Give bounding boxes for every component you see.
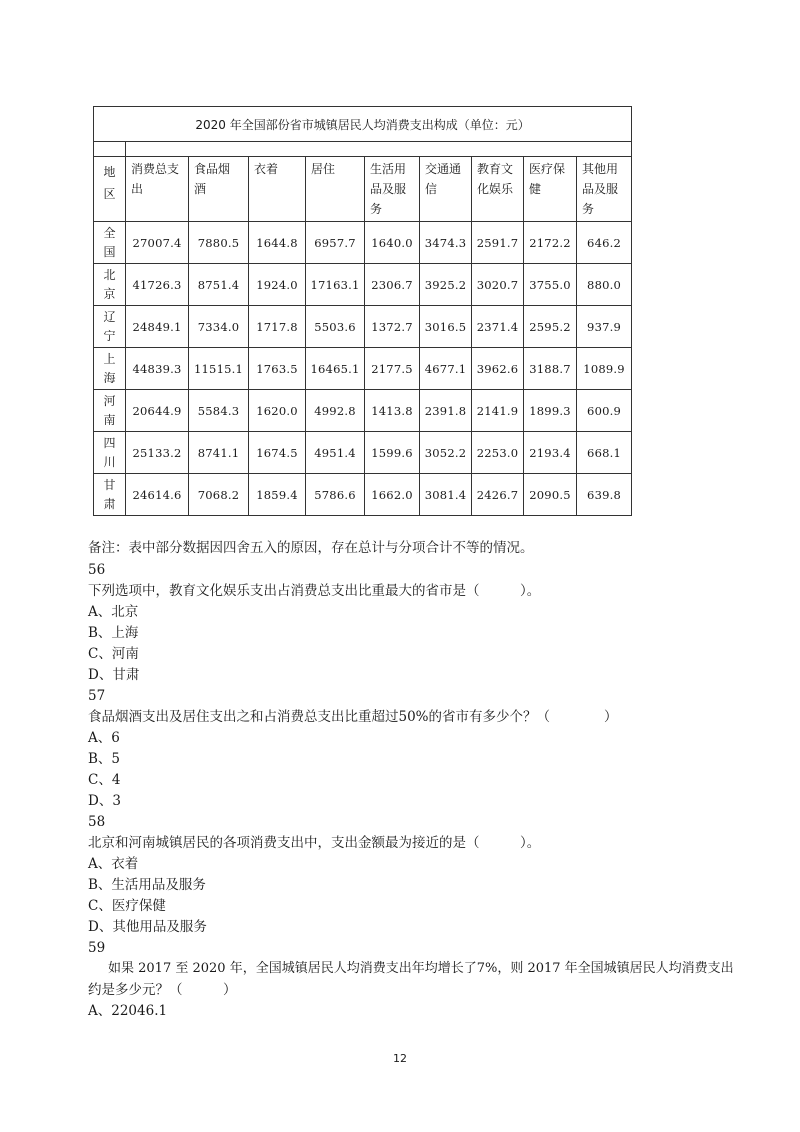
- region-char: 全: [103, 225, 116, 240]
- value-cell: 646.2: [577, 222, 632, 264]
- table-row: [94, 264, 632, 306]
- option: D、3: [88, 793, 121, 809]
- value-cell: 7068.2: [189, 474, 249, 516]
- region-cell: [94, 264, 126, 306]
- value-cell: 4677.1: [420, 348, 472, 390]
- value-cell: 8751.4: [189, 264, 249, 306]
- table-row: [94, 390, 632, 432]
- column-header-line: 生活用: [370, 162, 407, 176]
- value-cell: 25133.2: [126, 432, 189, 474]
- value-cell: 3962.6: [472, 348, 524, 390]
- region-cell: [94, 432, 126, 474]
- value-cell: 4951.4: [306, 432, 365, 474]
- value-cell: 1717.8: [249, 306, 306, 348]
- column-header-line: 居住: [311, 162, 336, 176]
- value-cell: 2306.7: [365, 264, 420, 306]
- column-header-line: 区: [103, 187, 116, 201]
- column-header: [306, 157, 365, 222]
- value-cell: 2595.2: [524, 306, 577, 348]
- value-cell: 1674.5: [249, 432, 306, 474]
- option: A、衣着: [88, 856, 139, 872]
- table-row: [94, 474, 632, 516]
- option: B、5: [88, 751, 121, 767]
- value-cell: 1899.3: [524, 390, 577, 432]
- value-cell: 24614.6: [126, 474, 189, 516]
- question-number: 59: [88, 940, 106, 956]
- table-title: 2020 年全国部份省市城镇居民人均消费支出构成（单位：元）: [94, 107, 632, 142]
- column-header-line: 健: [529, 182, 542, 196]
- option: A、6: [88, 730, 120, 746]
- column-header: [577, 157, 632, 222]
- value-cell: 880.0: [577, 264, 632, 306]
- value-cell: 2141.9: [472, 390, 524, 432]
- value-cell: 11515.1: [189, 348, 249, 390]
- value-cell: 2371.4: [472, 306, 524, 348]
- value-cell: 2591.7: [472, 222, 524, 264]
- spacer-cell: [94, 142, 126, 157]
- region-cell: [94, 474, 126, 516]
- value-cell: 16465.1: [306, 348, 365, 390]
- value-cell: 1644.8: [249, 222, 306, 264]
- region-char: 南: [103, 412, 116, 427]
- region-char: 北: [103, 267, 116, 282]
- column-header: [189, 157, 249, 222]
- column-header-line: 出: [131, 182, 144, 196]
- value-cell: 2391.8: [420, 390, 472, 432]
- option: D、甘肃: [88, 667, 140, 683]
- value-cell: 2172.2: [524, 222, 577, 264]
- column-header: [472, 157, 524, 222]
- question-number: 56: [88, 562, 106, 578]
- table-row: [94, 222, 632, 264]
- value-cell: 5584.3: [189, 390, 249, 432]
- column-header-line: 地: [103, 165, 116, 179]
- value-cell: 2193.4: [524, 432, 577, 474]
- value-cell: 3755.0: [524, 264, 577, 306]
- column-header-line: 衣着: [254, 162, 279, 176]
- option: C、4: [88, 772, 121, 788]
- value-cell: 3052.2: [420, 432, 472, 474]
- spacer-cell: [126, 142, 632, 157]
- column-header-line: 酒: [194, 182, 207, 196]
- column-header: [420, 157, 472, 222]
- region-char: 上: [103, 351, 116, 366]
- value-cell: 17163.1: [306, 264, 365, 306]
- value-cell: 7880.5: [189, 222, 249, 264]
- value-cell: 20644.9: [126, 390, 189, 432]
- value-cell: 3188.7: [524, 348, 577, 390]
- option: C、河南: [88, 646, 139, 662]
- region-char: 宁: [103, 328, 116, 343]
- region-char: 肃: [103, 496, 116, 511]
- region-char: 四: [103, 435, 116, 450]
- value-cell: 1089.9: [577, 348, 632, 390]
- consumption-table: [93, 106, 632, 516]
- value-cell: 668.1: [577, 432, 632, 474]
- value-cell: 2253.0: [472, 432, 524, 474]
- question-stem: 如果 2017 至 2020 年，全国城镇居民人均消费支出年均增长了7%，则 2017 年全国城镇居民人均消费支出: [108, 961, 734, 976]
- value-cell: 5503.6: [306, 306, 365, 348]
- value-cell: 1924.0: [249, 264, 306, 306]
- question-stem: 北京和河南城镇居民的各项消费支出中，支出金额最为接近的是（ ）。: [88, 835, 541, 851]
- column-header: [126, 157, 189, 222]
- value-cell: 27007.4: [126, 222, 189, 264]
- table-row: [94, 348, 632, 390]
- value-cell: 1372.7: [365, 306, 420, 348]
- value-cell: 8741.1: [189, 432, 249, 474]
- column-header-line: 品及服: [582, 182, 619, 196]
- column-header-line: 化娱乐: [477, 182, 514, 196]
- column-header-line: 食品烟: [194, 162, 231, 176]
- option: C、医疗保健: [88, 898, 166, 914]
- value-cell: 1763.5: [249, 348, 306, 390]
- column-header: [524, 157, 577, 222]
- column-header: [94, 157, 126, 222]
- value-cell: 2426.7: [472, 474, 524, 516]
- header-row: [94, 157, 632, 222]
- region-char: 川: [103, 454, 116, 469]
- question-number: 57: [88, 688, 106, 704]
- option: D、其他用品及服务: [88, 919, 207, 935]
- question-stem: 约是多少元？（ ）: [88, 982, 237, 998]
- value-cell: 1620.0: [249, 390, 306, 432]
- region-char: 国: [103, 244, 116, 259]
- region-char: 海: [103, 370, 116, 385]
- region-cell: [94, 348, 126, 390]
- region-cell: [94, 306, 126, 348]
- value-cell: 1599.6: [365, 432, 420, 474]
- column-header-line: 其他用: [582, 162, 619, 176]
- column-header-line: 务: [370, 202, 383, 216]
- value-cell: 1662.0: [365, 474, 420, 516]
- column-header-line: 消费总支: [131, 162, 180, 176]
- value-cell: 1859.4: [249, 474, 306, 516]
- table-row: [94, 432, 632, 474]
- question-stem: 食品烟酒支出及居住支出之和占消费总支出比重超过50%的省市有多少个？（ ）: [88, 709, 618, 725]
- value-cell: 1640.0: [365, 222, 420, 264]
- column-header: [365, 157, 420, 222]
- region-char: 甘: [103, 477, 116, 492]
- value-cell: 3020.7: [472, 264, 524, 306]
- value-cell: 5786.6: [306, 474, 365, 516]
- option: B、生活用品及服务: [88, 877, 206, 893]
- column-header-line: 信: [425, 182, 438, 196]
- table-note: 备注：表中部分数据因四舍五入的原因，存在总计与分项合计不等的情况。: [88, 540, 534, 556]
- option: A、22046.1: [88, 1003, 168, 1019]
- consumption-table-wrap: [93, 106, 631, 516]
- column-header-line: 医疗保: [529, 162, 566, 176]
- value-cell: 3925.2: [420, 264, 472, 306]
- value-cell: 2090.5: [524, 474, 577, 516]
- region-char: 河: [103, 393, 116, 408]
- value-cell: 2177.5: [365, 348, 420, 390]
- value-cell: 3016.5: [420, 306, 472, 348]
- value-cell: 600.9: [577, 390, 632, 432]
- value-cell: 937.9: [577, 306, 632, 348]
- table-row: [94, 306, 632, 348]
- value-cell: 6957.7: [306, 222, 365, 264]
- region-char: 京: [103, 286, 116, 301]
- option: A、北京: [88, 604, 139, 620]
- option: B、上海: [88, 625, 139, 641]
- value-cell: 4992.8: [306, 390, 365, 432]
- column-header-line: 教育文: [477, 162, 514, 176]
- value-cell: 24849.1: [126, 306, 189, 348]
- value-cell: 1413.8: [365, 390, 420, 432]
- question-stem: 下列选项中，教育文化娱乐支出占消费总支出比重最大的省市是（ ）。: [88, 583, 541, 599]
- question-number: 58: [88, 814, 106, 830]
- value-cell: 7334.0: [189, 306, 249, 348]
- value-cell: 44839.3: [126, 348, 189, 390]
- value-cell: 3081.4: [420, 474, 472, 516]
- column-header-line: 品及服: [370, 182, 407, 196]
- column-header: [249, 157, 306, 222]
- value-cell: 41726.3: [126, 264, 189, 306]
- region-char: 辽: [103, 309, 116, 324]
- region-cell: [94, 390, 126, 432]
- column-header-line: 交通通: [425, 162, 462, 176]
- value-cell: 3474.3: [420, 222, 472, 264]
- value-cell: 639.8: [577, 474, 632, 516]
- column-header-line: 务: [582, 202, 595, 216]
- region-cell: [94, 222, 126, 264]
- page-number: 12: [393, 1052, 407, 1065]
